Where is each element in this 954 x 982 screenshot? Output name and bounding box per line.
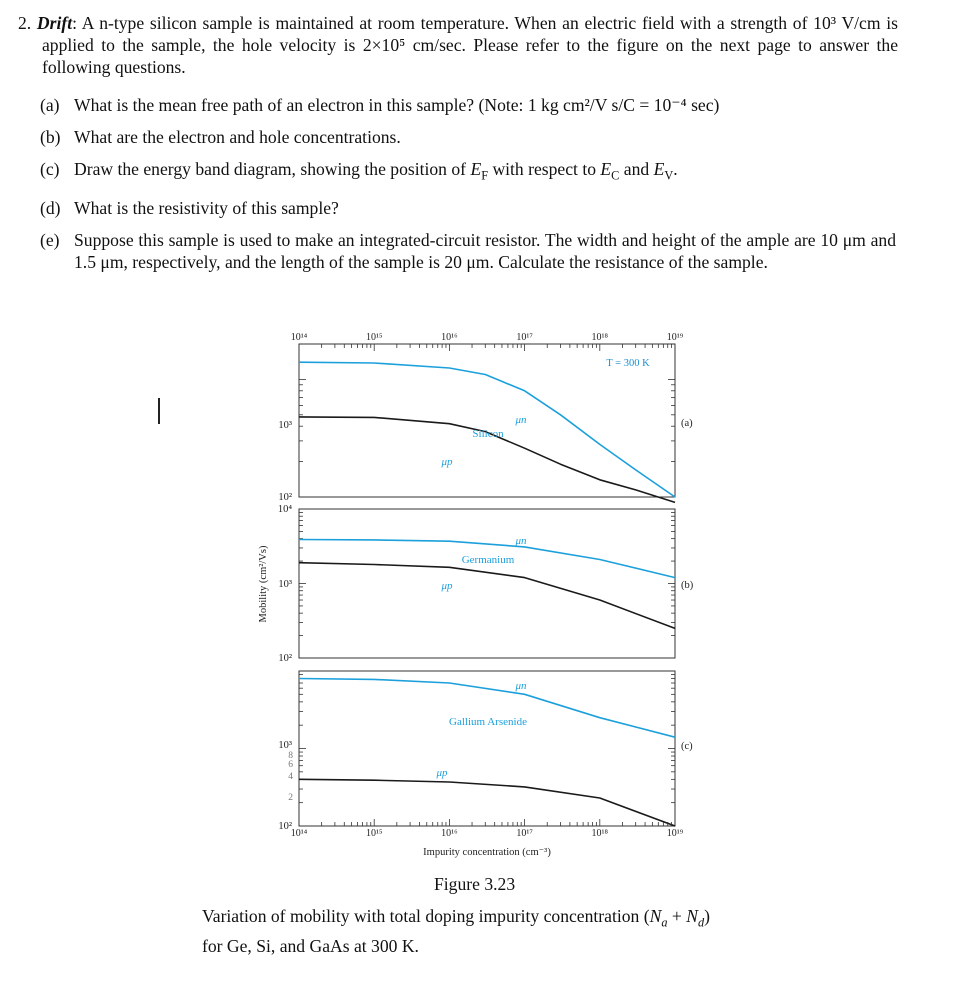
x-tick-label-bottom: 10¹⁷ (516, 828, 533, 839)
y-tick-label: 10³ (278, 420, 292, 431)
panel-frame (299, 671, 675, 826)
y-tick-label: 10³ (278, 740, 292, 751)
problem-title: Drift (36, 13, 73, 33)
problem-intro: 2. Drift: A n-type silicon sample is maintained at room temperature. When an electric field with a strength of 10³ V/cm is applied to the sample, the hole velocity is 2×10⁵ cm/sec. Please refer to the figure on the next page to answer the following questions. (18, 13, 898, 77)
problem-intro-text: A n-type silicon sample is maintained at room temperature. When an electric field with a strength of 10³ V/cm is applied to the sample, the hole velocity is 2×10⁵ cm/sec. Please refer to the figure on the next page to answer the following questions. (42, 13, 898, 77)
part-c-mid2: and (619, 159, 654, 179)
part-c-post: . (673, 159, 678, 179)
caption-na: N (649, 906, 662, 926)
caption-nd-sub: d (697, 915, 705, 930)
y-tick-label: 8 (288, 751, 293, 761)
x-tick-label-bottom: 10¹⁸ (591, 828, 609, 839)
x-tick-label-top: 10¹⁷ (516, 332, 533, 343)
x-tick-label-bottom: 10¹⁴ (290, 828, 308, 839)
mu-p-label: μp (441, 456, 453, 468)
part-label: (b) (40, 127, 61, 147)
problem-number: 2. (18, 13, 32, 33)
hole-mobility-line (299, 563, 675, 629)
part-text: Suppose this sample is used to make an integrated-circuit resistor. The width and height of the ample are 10 μm and 1.5 μm, respectively, and the length of the sample is 20 μm. Calculate the resistance of the sample. (74, 229, 896, 272)
panel-letter: (a) (681, 418, 693, 429)
y-tick-label: 10³ (278, 579, 292, 590)
part-text: What is the mean free path of an electron in this sample? (Note: 1 kg cm²/V s/C = 10⁻⁴ sec) (74, 95, 720, 115)
mu-p-label: μp (436, 767, 448, 779)
caption-nd: N (686, 906, 698, 926)
x-tick-label-top: 10¹⁵ (365, 332, 383, 343)
y-tick-label: 2 (288, 793, 293, 803)
y-tick-label: 10² (278, 653, 292, 664)
part-text: What is the resistivity of this sample? (74, 197, 339, 218)
x-tick-label-top: 10¹⁹ (666, 332, 684, 343)
ef-sub: F (481, 168, 489, 183)
mu-n-label: μn (515, 680, 527, 692)
panel-gallium-arsenide (278, 671, 693, 832)
panel-letter: (c) (681, 741, 693, 752)
temperature-label: T = 300 K (606, 358, 650, 369)
ec-symbol: E (600, 159, 612, 179)
x-axis-label: Impurity concentration (cm⁻³) (423, 847, 551, 858)
figure-caption (202, 905, 902, 958)
x-ticks-bottom (291, 819, 684, 839)
ef-symbol: E (470, 159, 482, 179)
mu-p-label: μp (441, 580, 453, 592)
caption-na-sub: a (661, 915, 668, 930)
panel-frame (299, 509, 675, 658)
ev-sub: V (664, 168, 674, 183)
y-tick-label: 10⁴ (277, 504, 292, 515)
caption-plus: + (667, 906, 687, 926)
x-tick-label-bottom: 10¹⁶ (441, 828, 458, 839)
part-label: (c) (40, 159, 60, 179)
x-tick-label-top: 10¹⁶ (441, 332, 458, 343)
material-label: Silicon (472, 428, 504, 440)
panel-letter: (b) (681, 580, 694, 591)
part-c-mid1: with respect to (488, 159, 601, 179)
panel-germanium (278, 504, 694, 664)
x-ticks-top (291, 332, 684, 351)
part-label: (d) (40, 197, 61, 218)
y-tick-label: 6 (288, 760, 293, 770)
part-c-pre: Draw the energy band diagram, showing the position of (74, 159, 471, 179)
x-tick-label-bottom: 10¹⁹ (666, 828, 684, 839)
y-axis-label: Mobility (cm²/Vs) (258, 545, 269, 623)
y-tick-label: 4 (288, 772, 293, 782)
mu-n-label: μn (515, 414, 527, 426)
material-label: Germanium (461, 554, 515, 566)
mu-n-label: μn (515, 535, 527, 547)
part-text: What are the electron and hole concentrations. (74, 127, 401, 147)
part-label: (a) (40, 95, 60, 115)
figure-number: Figure 3.23 (434, 874, 516, 894)
caption-line2: for Ge, Si, and GaAs at 300 K. (202, 935, 419, 956)
part-label: (e) (40, 229, 60, 250)
ev-symbol: E (653, 159, 665, 179)
y-tick-label: 10² (278, 492, 292, 503)
x-tick-label-top: 10¹⁴ (290, 332, 308, 343)
electron-mobility-line (299, 679, 675, 738)
material-label: Gallium Arsenide (449, 716, 527, 728)
x-tick-label-bottom: 10¹⁵ (365, 828, 383, 839)
ec-sub: C (611, 168, 620, 183)
caption-text-2: ) (704, 906, 710, 926)
chart-panels (278, 344, 694, 832)
hole-mobility-line (299, 779, 675, 826)
y-tick-label: 10² (278, 821, 292, 832)
x-tick-label-top: 10¹⁸ (591, 332, 609, 343)
caption-text-1: Variation of mobility with total doping impurity concentration ( (202, 906, 650, 926)
